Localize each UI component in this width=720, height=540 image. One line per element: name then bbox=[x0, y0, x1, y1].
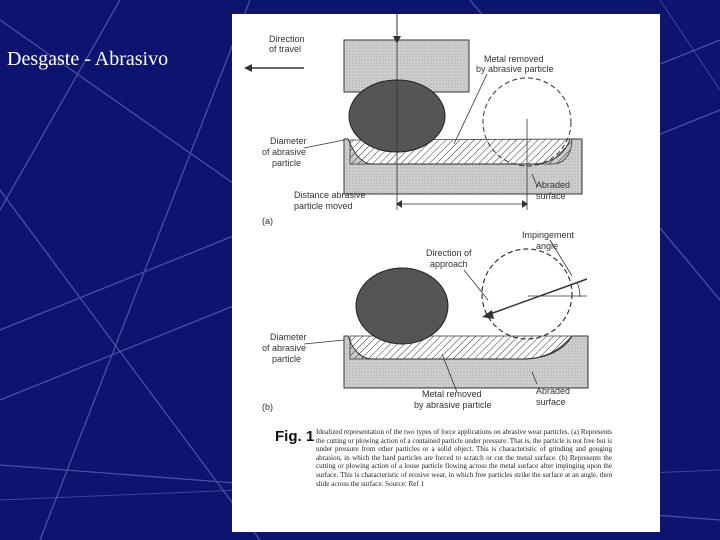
svg-text:by abrasive particle: by abrasive particle bbox=[476, 64, 554, 74]
svg-text:Direction of: Direction of bbox=[426, 248, 472, 258]
figure-caption-text: Idealized representation of the two types of force applications on abrasive wear particles. (a) Represents the cutting or plowing action of a contained particle under pressure. That is, the particle is not free but is under pressure from other particles or a solid object. This is characteristic of grinding and gouging abrasion, in which the hard particles are forced to scratch or cut the metal surface. (b) Represents the cutting or plowing action of a loose particle flowing across the metal surface after impinging upon the surface. This is characteristic of erosive wear, in which free particles strike the surface at an angle, then slide across the surface. Source: Ref 1 bbox=[316, 428, 612, 488]
direction-of-travel-label bbox=[269, 34, 305, 54]
svg-text:by abrasive particle: by abrasive particle bbox=[414, 400, 492, 410]
svg-text:particle: particle bbox=[272, 354, 302, 364]
svg-text:Distance abrasive: Distance abrasive bbox=[294, 190, 366, 200]
svg-text:particle: particle bbox=[272, 158, 302, 168]
abrasive-wear-figure bbox=[232, 14, 660, 532]
svg-text:Abraded: Abraded bbox=[536, 180, 571, 190]
svg-text:Impingement: Impingement bbox=[522, 230, 575, 240]
svg-text:surface: surface bbox=[536, 397, 566, 407]
svg-text:Direction: Direction bbox=[269, 34, 305, 44]
svg-text:particle moved: particle moved bbox=[294, 201, 353, 211]
svg-text:Diameter: Diameter bbox=[270, 332, 307, 342]
abrasive-particle-b bbox=[356, 268, 448, 344]
svg-text:of travel: of travel bbox=[269, 44, 302, 54]
svg-text:angle: angle bbox=[536, 241, 559, 251]
abraded-surface-label-b bbox=[536, 386, 570, 407]
part-b-tag: (b) bbox=[262, 402, 273, 412]
svg-text:of abrasive: of abrasive bbox=[262, 147, 307, 157]
particle-diameter-label-a bbox=[262, 136, 307, 168]
svg-text:Abraded: Abraded bbox=[536, 386, 571, 396]
abraded-surface-label-a bbox=[536, 180, 570, 201]
figure-caption-label: Fig. 1 bbox=[275, 428, 315, 445]
svg-text:Diameter: Diameter bbox=[270, 136, 307, 146]
svg-text:Metal removed: Metal removed bbox=[422, 389, 482, 399]
svg-text:Metal removed: Metal removed bbox=[484, 54, 544, 64]
slide-title: Desgaste - Abrasivo bbox=[7, 48, 169, 70]
part-a-tag: (a) bbox=[262, 216, 273, 226]
svg-text:surface: surface bbox=[536, 191, 566, 201]
metal-removed-label-a bbox=[476, 54, 554, 74]
particle-diameter-label-b bbox=[262, 332, 307, 364]
particle-impact-position bbox=[482, 249, 572, 339]
direction-of-approach-label bbox=[426, 248, 472, 269]
distance-moved-label bbox=[294, 190, 366, 211]
impingement-angle-label bbox=[522, 230, 575, 251]
metal-removed-label-b bbox=[414, 389, 492, 410]
svg-text:approach: approach bbox=[430, 259, 468, 269]
svg-text:of abrasive: of abrasive bbox=[262, 343, 307, 353]
